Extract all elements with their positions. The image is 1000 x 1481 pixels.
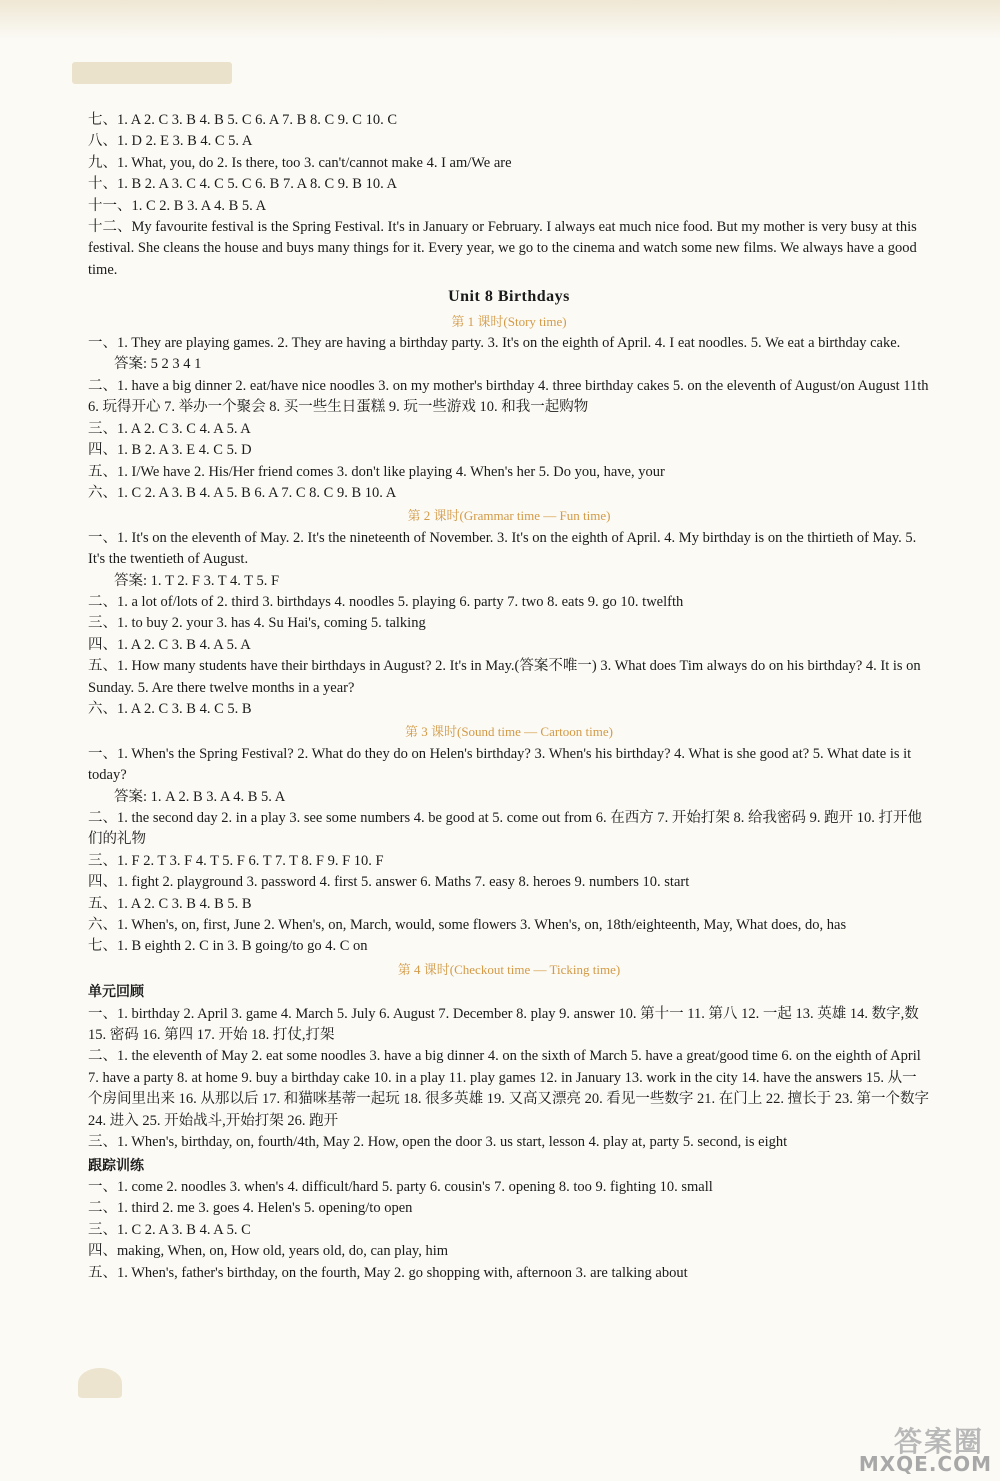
line-label: 九、 xyxy=(88,154,117,171)
line-label: 五、 xyxy=(88,895,117,912)
lesson-4-title: 第 4 课时(Checkout time — Ticking time) xyxy=(397,961,621,977)
line-label: 三、 xyxy=(88,420,117,437)
line-text: 1. the eleventh of May 2. eat some noodles 3. have a big dinner 4. on the sixth of March 5. have a great/good time 6. on the eighth of April 7. have a party 8. at home 9. buy a birthday cake 10. in a play 11. play games 12. in January 13. work in the city 14. have the answers 15. 从一个房间里出来 16. 从那以后 17. 和猫咪基蒂一起玩 18. 很多英雄 19. 又高又漂亮 20. 看见一些数字 21. 在门上 22. 擅长于 23. 第一个数字 24. 进入 25. 开始战斗,开始打架 26. 跑开 xyxy=(88,1048,929,1129)
answer-line xyxy=(88,744,930,787)
answer-line xyxy=(88,1046,930,1132)
line-text: making, When, on, How old, years old, do, can play, him xyxy=(117,1243,449,1260)
line-label: 八、 xyxy=(88,133,117,150)
answer-line xyxy=(88,131,930,152)
line-text: 1. come 2. noodles 3. when's 4. difficult/hard 5. party 6. cousin's 7. opening 8. too 9. fighting 10. small xyxy=(117,1178,713,1195)
line-text: 1. birthday 2. April 3. game 4. March 5. July 6. August 7. December 8. play 9. answer 10. 第十一 11. 第八 12. 一起 13. 英雄 14. 数字,数 15. 密码 16. 第四 17. 开始 18. 打仗,打架 xyxy=(88,1005,919,1044)
line-text: 1. D 2. E 3. B 4. C 5. A xyxy=(117,133,253,150)
lesson-2-title: 第 2 课时(Grammar time — Fun time) xyxy=(407,508,611,524)
watermark-logo-text: 答案圈 xyxy=(893,1425,984,1458)
footer-logo xyxy=(78,1368,122,1398)
line-label: 五、 xyxy=(88,1264,117,1281)
answer-line xyxy=(88,528,930,571)
training-answers xyxy=(88,1177,930,1284)
line-text: 1. B 2. A 3. C 4. C 5. C 6. B 7. A 8. C 9. B 10. A xyxy=(117,176,397,193)
answer-key-line: 答案: 1. A 2. B 3. A 4. B 5. A xyxy=(114,788,286,805)
line-text: 1. When's the Spring Festival? 2. What do they do on Helen's birthday? 3. When's his birthday? 4. What is she good at? 5. What date is it today? xyxy=(88,745,912,784)
training-heading: 跟踪训练 xyxy=(88,1158,144,1174)
line-text: 1. A 2. C 3. B 4. C 5. B xyxy=(117,700,252,717)
lesson-1-answers xyxy=(88,333,930,504)
line-label: 一、 xyxy=(88,1178,117,1195)
watermark-url: MXQE.COM xyxy=(858,1452,992,1476)
answer-line xyxy=(88,462,930,483)
line-label: 二、 xyxy=(88,1048,117,1065)
answer-line xyxy=(88,1241,930,1262)
line-label: 六、 xyxy=(88,484,117,501)
answer-line xyxy=(88,635,930,656)
line-text: 1. a lot of/lots of 2. third 3. birthdays 4. noodles 5. playing 6. party 7. two 8. eats 9. go 10. twelfth xyxy=(117,593,684,610)
line-text: 1. to buy 2. your 3. has 4. Su Hai's, coming 5. talking xyxy=(117,615,426,632)
line-label: 四、 xyxy=(88,636,117,653)
line-text: 1. How many students have their birthdays in August? 2. It's in May.(答案不唯一) 3. What does Tim always do on his birthday? 4. It is on Sunday. 5. Are there twelve months in a year? xyxy=(88,658,921,696)
line-text: 1. They are playing games. 2. They are having a birthday party. 3. It's on the eighth of April. 4. I eat noodles. 5. We eat a birthday cake. xyxy=(117,335,901,352)
answer-line xyxy=(88,851,930,872)
answer-line xyxy=(88,1220,930,1241)
line-text: 1. B eighth 2. C in 3. B going/to go 4. C on xyxy=(117,938,368,955)
answer-line xyxy=(88,1263,930,1284)
line-text: 1. third 2. me 3. goes 4. Helen's 5. opening/to open xyxy=(117,1200,413,1217)
line-text: 1. When's, on, first, June 2. When's, on, March, would, some flowers 3. When's, on, 18th/eighteenth, May, What does, do, has xyxy=(117,917,847,934)
page-top-band xyxy=(0,0,1000,40)
line-text: 1. A 2. C 3. B 4. B 5. B xyxy=(117,895,252,912)
answer-line xyxy=(88,153,930,174)
answer-line xyxy=(88,699,930,720)
line-text: 1. When's, father's birthday, on the fourth, May 2. go shopping with, afternoon 3. are talking about xyxy=(117,1264,688,1281)
line-label: 四、 xyxy=(88,874,117,891)
review-answers xyxy=(88,1004,930,1154)
line-text: 1. C 2. B 3. A 4. B 5. A xyxy=(131,197,267,214)
line-text: 1. A 2. C 3. B 4. B 5. C 6. A 7. B 8. C 9. C 10. C xyxy=(117,112,397,128)
review-heading: 单元回顾 xyxy=(88,985,144,1001)
answer-line xyxy=(88,1004,930,1047)
line-label: 四、 xyxy=(88,442,117,459)
answer-line xyxy=(88,1198,930,1219)
answer-line xyxy=(88,376,930,419)
line-label: 五、 xyxy=(88,658,117,675)
line-label: 七、 xyxy=(88,938,117,955)
line-label: 二、 xyxy=(88,377,117,394)
line-text: 1. fight 2. playground 3. password 4. first 5. answer 6. Maths 7. easy 8. heroes 9. numbers 10. start xyxy=(117,874,690,891)
answer-line xyxy=(88,894,930,915)
line-text: 1. have a big dinner 2. eat/have nice noodles 3. on my mother's birthday 4. three birthday cakes 5. on the eleventh of August/on August 11th 6. 玩得开心 7. 举办一个聚会 8. 买一些生日蛋糕 9. 玩一些游戏 10. 和我一起购物 xyxy=(88,377,929,416)
answer-key-line: 答案: 5 2 3 4 1 xyxy=(114,356,202,373)
line-label: 二、 xyxy=(88,593,117,610)
answer-line xyxy=(88,656,930,699)
unit-title: Unit 8 Birthdays xyxy=(448,288,570,306)
answer-line xyxy=(88,333,930,354)
line-text: 1. C 2. A 3. B 4. A 5. C xyxy=(117,1221,251,1238)
answer-line xyxy=(88,483,930,504)
line-label: 六、 xyxy=(88,700,117,717)
answer-line xyxy=(88,613,930,634)
line-label: 二、 xyxy=(88,810,117,826)
line-label: 十一、 xyxy=(88,197,132,214)
answer-line xyxy=(88,808,930,851)
line-text: 1. C 2. A 3. B 4. A 5. B 6. A 7. C 8. C 9. B 10. A xyxy=(117,484,397,501)
line-label: 一、 xyxy=(88,1005,117,1022)
line-label: 三、 xyxy=(88,615,117,632)
line-label: 四、 xyxy=(88,1243,117,1260)
line-label: 七、 xyxy=(88,112,117,128)
answer-line xyxy=(88,592,930,613)
lesson-1-title: 第 1 课时(Story time) xyxy=(451,313,567,329)
line-label: 三、 xyxy=(88,1221,117,1238)
line-label: 三、 xyxy=(88,852,117,869)
line-text: 1. A 2. C 3. C 4. A 5. A xyxy=(117,420,251,437)
answer-key-line: 答案: 1. T 2. F 3. T 4. T 5. F xyxy=(114,572,280,589)
answer-paragraph xyxy=(88,217,930,281)
line-label: 一、 xyxy=(88,335,117,352)
answer-line xyxy=(88,1177,930,1198)
paragraph-text: My favourite festival is the Spring Festival. It's in January or February. I always eat much nice food. But my mother is very busy at this festival. She cleans the house and buys many things for it. Every year, we go to the cinema and watch some new films. We always have a good time. xyxy=(88,219,917,278)
lesson-3-answers xyxy=(88,744,930,958)
line-label: 六、 xyxy=(88,917,117,934)
line-label: 十二、 xyxy=(88,219,132,236)
line-label: 十、 xyxy=(88,176,117,193)
line-label: 二、 xyxy=(88,1200,117,1217)
answer-line xyxy=(88,936,930,957)
header-logo xyxy=(72,62,232,84)
line-label: 一、 xyxy=(88,745,117,762)
line-text: 1. What, you, do 2. Is there, too 3. can't/cannot make 4. I am/We are xyxy=(117,154,512,171)
line-label: 一、 xyxy=(88,529,117,546)
answer-content xyxy=(88,110,930,1284)
answer-line xyxy=(88,1132,930,1153)
line-text: 1. When's, birthday, on, fourth/4th, May 2. How, open the door 3. us start, lesson 4. play at, party 5. second, is eight xyxy=(117,1134,788,1151)
answer-line xyxy=(88,110,930,131)
lesson-3-title: 第 3 课时(Sound time — Cartoon time) xyxy=(405,724,613,740)
line-text: 1. the second day 2. in a play 3. see some numbers 4. be good at 5. come out from 6. 在西方 7. 开始打架 8. 给我密码 9. 跑开 10. 打开他们的礼物 xyxy=(88,810,923,848)
answer-line xyxy=(88,174,930,195)
line-text: 1. I/We have 2. His/Her friend comes 3. don't like playing 4. When's her 5. Do you, have, your xyxy=(117,463,665,480)
line-label: 三、 xyxy=(88,1134,117,1151)
answer-line xyxy=(88,915,930,936)
lesson-2-answers xyxy=(88,528,930,721)
watermark xyxy=(858,1420,998,1480)
line-text: 1. A 2. C 3. B 4. A 5. A xyxy=(117,636,251,653)
line-text: 1. It's on the eleventh of May. 2. It's the nineteenth of November. 3. It's on the eighth of April. 4. My birthday is on the thirtieth of May. 5. It's the twentieth of August. xyxy=(88,529,917,568)
answer-line xyxy=(88,440,930,461)
answer-line xyxy=(88,872,930,893)
answer-line xyxy=(88,196,930,217)
line-text: 1. F 2. T 3. F 4. T 5. F 6. T 7. T 8. F 9. F 10. F xyxy=(117,852,384,869)
block-1 xyxy=(88,110,930,281)
line-text: 1. B 2. A 3. E 4. C 5. D xyxy=(117,442,252,459)
line-label: 五、 xyxy=(88,463,117,480)
answer-line xyxy=(88,419,930,440)
